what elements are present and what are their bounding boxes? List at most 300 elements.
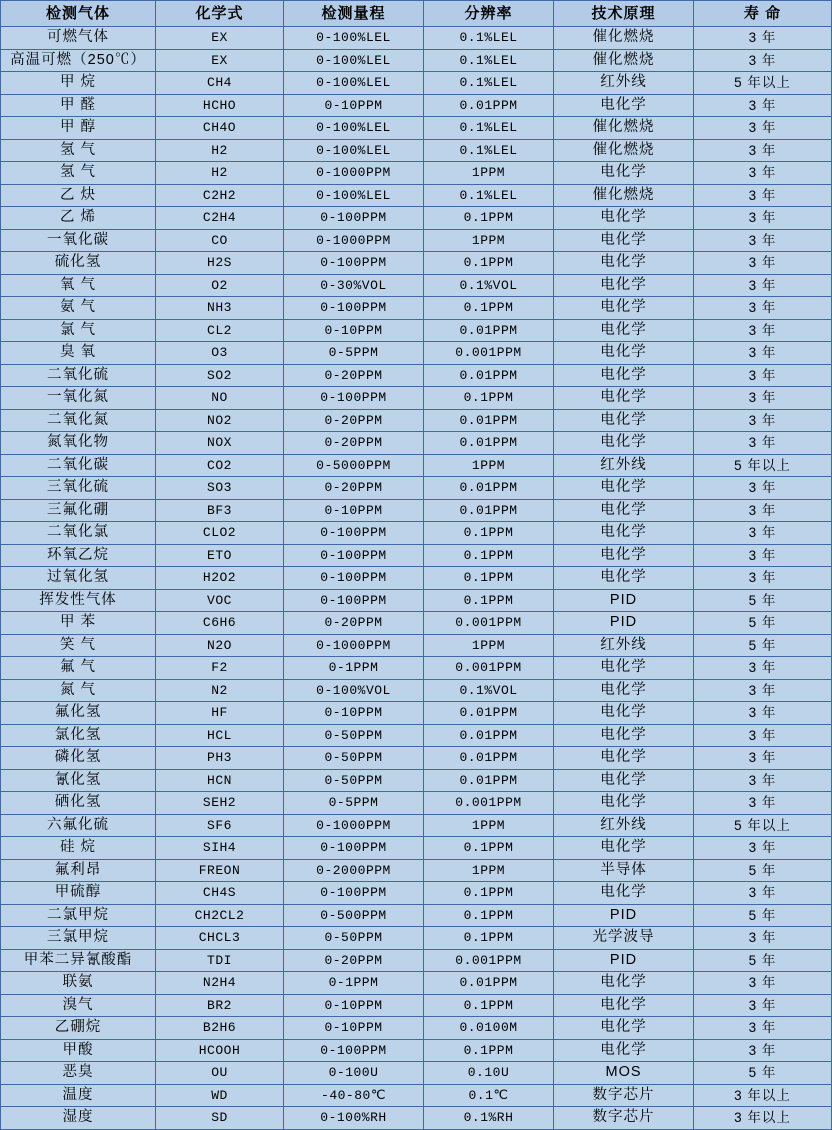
cell-range: 0-100%LEL — [284, 72, 424, 95]
cell-lifetime: 3 年以上 — [694, 1107, 832, 1130]
cell-lifetime: 5 年 — [694, 612, 832, 635]
cell-resolution: 0.001PPM — [424, 657, 554, 680]
cell-gas: 甲 苯 — [1, 612, 156, 635]
cell-gas: 二氧化氮 — [1, 409, 156, 432]
table-row — [1, 72, 832, 95]
cell-range: 0-1PPM — [284, 657, 424, 680]
table-row — [1, 994, 832, 1017]
cell-range: 0-100%LEL — [284, 117, 424, 140]
table-row — [1, 522, 832, 545]
cell-formula: PH3 — [156, 747, 284, 770]
cell-lifetime: 3 年 — [694, 229, 832, 252]
cell-formula: HCOOH — [156, 1039, 284, 1062]
cell-formula: F2 — [156, 657, 284, 680]
cell-principle: 数字芯片 — [554, 1107, 694, 1130]
cell-range: 0-1000PPM — [284, 229, 424, 252]
cell-lifetime: 3 年 — [694, 522, 832, 545]
cell-range: 0-10PPM — [284, 702, 424, 725]
table-row — [1, 769, 832, 792]
cell-principle: 催化燃烧 — [554, 184, 694, 207]
cell-range: 0-100PPM — [284, 522, 424, 545]
cell-principle: 数字芯片 — [554, 1084, 694, 1107]
cell-lifetime: 3 年 — [694, 184, 832, 207]
column-header-formula: 化学式 — [156, 1, 284, 27]
cell-gas: 乙 炔 — [1, 184, 156, 207]
cell-range: 0-10PPM — [284, 994, 424, 1017]
table-row — [1, 567, 832, 590]
cell-range: 0-100PPM — [284, 1039, 424, 1062]
cell-lifetime: 3 年 — [694, 702, 832, 725]
cell-formula: SD — [156, 1107, 284, 1130]
cell-resolution: 0.001PPM — [424, 612, 554, 635]
table-row — [1, 657, 832, 680]
cell-principle: 电化学 — [554, 1039, 694, 1062]
cell-range: 0-100PPM — [284, 837, 424, 860]
cell-range: 0-100U — [284, 1062, 424, 1085]
cell-principle: 电化学 — [554, 297, 694, 320]
cell-formula: CO — [156, 229, 284, 252]
cell-formula: H2 — [156, 139, 284, 162]
cell-resolution: 0.01PPM — [424, 702, 554, 725]
cell-lifetime: 3 年 — [694, 319, 832, 342]
cell-lifetime: 3 年 — [694, 139, 832, 162]
cell-gas: 挥发性气体 — [1, 589, 156, 612]
cell-range: 0-50PPM — [284, 927, 424, 950]
cell-principle: 电化学 — [554, 364, 694, 387]
cell-lifetime: 3 年 — [694, 162, 832, 185]
cell-range: 0-100%RH — [284, 1107, 424, 1130]
cell-formula: ETO — [156, 544, 284, 567]
cell-lifetime: 3 年 — [694, 724, 832, 747]
cell-gas: 氟化氢 — [1, 702, 156, 725]
column-header-lifetime: 寿 命 — [694, 1, 832, 27]
cell-gas: 氢 气 — [1, 139, 156, 162]
cell-formula: N2 — [156, 679, 284, 702]
cell-gas: 甲 醇 — [1, 117, 156, 140]
cell-formula: O2 — [156, 274, 284, 297]
cell-gas: 氮氧化物 — [1, 432, 156, 455]
column-header-resolution: 分辨率 — [424, 1, 554, 27]
table-row — [1, 207, 832, 230]
cell-lifetime: 3 年 — [694, 769, 832, 792]
cell-lifetime: 3 年 — [694, 927, 832, 950]
cell-resolution: 0.01PPM — [424, 364, 554, 387]
table-row — [1, 297, 832, 320]
cell-formula: TDI — [156, 949, 284, 972]
table-row — [1, 634, 832, 657]
cell-principle: 电化学 — [554, 657, 694, 680]
cell-resolution: 0.10U — [424, 1062, 554, 1085]
cell-lifetime: 3 年 — [694, 342, 832, 365]
table-row — [1, 252, 832, 275]
cell-range: 0-100%LEL — [284, 184, 424, 207]
cell-principle: 电化学 — [554, 1017, 694, 1040]
cell-formula: C6H6 — [156, 612, 284, 635]
cell-gas: 三氟化硼 — [1, 499, 156, 522]
cell-principle: 红外线 — [554, 634, 694, 657]
cell-resolution: 0.1℃ — [424, 1084, 554, 1107]
cell-resolution: 0.1PPM — [424, 544, 554, 567]
cell-lifetime: 3 年 — [694, 837, 832, 860]
cell-principle: 电化学 — [554, 522, 694, 545]
cell-range: 0-20PPM — [284, 477, 424, 500]
cell-resolution: 1PPM — [424, 229, 554, 252]
cell-lifetime: 5 年以上 — [694, 454, 832, 477]
table-row — [1, 94, 832, 117]
cell-gas: 氢 气 — [1, 162, 156, 185]
cell-gas: 氟 气 — [1, 657, 156, 680]
cell-resolution: 0.1PPM — [424, 994, 554, 1017]
table-row — [1, 702, 832, 725]
cell-formula: FREON — [156, 859, 284, 882]
cell-gas: 氟利昂 — [1, 859, 156, 882]
cell-range: 0-2000PPM — [284, 859, 424, 882]
cell-range: 0-20PPM — [284, 409, 424, 432]
cell-principle: 电化学 — [554, 994, 694, 1017]
table-row — [1, 1039, 832, 1062]
cell-gas: 笑 气 — [1, 634, 156, 657]
cell-gas: 氰化氢 — [1, 769, 156, 792]
cell-resolution: 1PPM — [424, 859, 554, 882]
cell-formula: BR2 — [156, 994, 284, 1017]
table-row — [1, 499, 832, 522]
cell-resolution: 0.1PPM — [424, 1039, 554, 1062]
cell-lifetime: 3 年 — [694, 94, 832, 117]
table-row — [1, 927, 832, 950]
cell-resolution: 0.1PPM — [424, 904, 554, 927]
table-row — [1, 184, 832, 207]
table-row — [1, 454, 832, 477]
table-row — [1, 612, 832, 635]
cell-formula: B2H6 — [156, 1017, 284, 1040]
cell-resolution: 0.1PPM — [424, 297, 554, 320]
cell-gas: 臭 氧 — [1, 342, 156, 365]
cell-resolution: 0.01PPM — [424, 724, 554, 747]
table-row — [1, 882, 832, 905]
table-row — [1, 972, 832, 995]
cell-principle: 电化学 — [554, 477, 694, 500]
cell-lifetime: 3 年 — [694, 747, 832, 770]
table-row — [1, 342, 832, 365]
cell-gas: 联氨 — [1, 972, 156, 995]
cell-principle: 电化学 — [554, 409, 694, 432]
table-row — [1, 949, 832, 972]
cell-lifetime: 3 年 — [694, 27, 832, 50]
table-row — [1, 1107, 832, 1130]
cell-lifetime: 3 年 — [694, 657, 832, 680]
cell-resolution: 0.01PPM — [424, 477, 554, 500]
cell-range: 0-100PPM — [284, 589, 424, 612]
table-row — [1, 747, 832, 770]
cell-principle: 红外线 — [554, 72, 694, 95]
table-body — [1, 27, 832, 1130]
table-row — [1, 49, 832, 72]
cell-range: 0-100PPM — [284, 567, 424, 590]
cell-lifetime: 3 年 — [694, 207, 832, 230]
cell-formula: SIH4 — [156, 837, 284, 860]
cell-formula: C2H4 — [156, 207, 284, 230]
cell-principle: 红外线 — [554, 454, 694, 477]
cell-principle: 电化学 — [554, 679, 694, 702]
cell-formula: CHCL3 — [156, 927, 284, 950]
cell-lifetime: 5 年 — [694, 589, 832, 612]
table-row — [1, 477, 832, 500]
cell-gas: 二氧化硫 — [1, 364, 156, 387]
table-row — [1, 837, 832, 860]
table-row — [1, 1062, 832, 1085]
cell-principle: 电化学 — [554, 319, 694, 342]
table-row — [1, 544, 832, 567]
cell-lifetime: 5 年以上 — [694, 72, 832, 95]
cell-resolution: 0.1PPM — [424, 252, 554, 275]
table-row — [1, 409, 832, 432]
cell-range: 0-1000PPM — [284, 814, 424, 837]
cell-formula: CL2 — [156, 319, 284, 342]
table-row — [1, 139, 832, 162]
cell-formula: EX — [156, 27, 284, 50]
cell-resolution: 1PPM — [424, 814, 554, 837]
cell-formula: HCN — [156, 769, 284, 792]
table-row — [1, 1017, 832, 1040]
cell-principle: 电化学 — [554, 702, 694, 725]
cell-formula: OU — [156, 1062, 284, 1085]
cell-formula: SO3 — [156, 477, 284, 500]
cell-formula: CH2CL2 — [156, 904, 284, 927]
table-row — [1, 724, 832, 747]
cell-formula: EX — [156, 49, 284, 72]
cell-range: 0-50PPM — [284, 724, 424, 747]
cell-lifetime: 3 年 — [694, 477, 832, 500]
cell-resolution: 0.01PPM — [424, 747, 554, 770]
cell-resolution: 1PPM — [424, 634, 554, 657]
cell-range: 0-500PPM — [284, 904, 424, 927]
cell-range: 0-100%VOL — [284, 679, 424, 702]
cell-range: 0-100PPM — [284, 207, 424, 230]
cell-formula: H2S — [156, 252, 284, 275]
cell-gas: 恶臭 — [1, 1062, 156, 1085]
cell-gas: 甲 烷 — [1, 72, 156, 95]
table-header — [1, 1, 832, 27]
cell-resolution: 0.1%LEL — [424, 117, 554, 140]
cell-principle: 电化学 — [554, 792, 694, 815]
cell-principle: 电化学 — [554, 162, 694, 185]
cell-formula: CH4O — [156, 117, 284, 140]
cell-gas: 甲酸 — [1, 1039, 156, 1062]
cell-resolution: 0.1PPM — [424, 927, 554, 950]
table-row — [1, 387, 832, 410]
cell-range: 0-100%LEL — [284, 49, 424, 72]
cell-formula: O3 — [156, 342, 284, 365]
cell-formula: CH4S — [156, 882, 284, 905]
cell-resolution: 1PPM — [424, 162, 554, 185]
cell-resolution: 0.1%LEL — [424, 184, 554, 207]
cell-range: 0-10PPM — [284, 499, 424, 522]
cell-resolution: 0.1PPM — [424, 837, 554, 860]
cell-range: -40-80℃ — [284, 1084, 424, 1107]
cell-lifetime: 5 年以上 — [694, 814, 832, 837]
cell-formula: SEH2 — [156, 792, 284, 815]
cell-formula: NO2 — [156, 409, 284, 432]
cell-range: 0-20PPM — [284, 364, 424, 387]
cell-lifetime: 3 年 — [694, 274, 832, 297]
cell-resolution: 0.1%LEL — [424, 27, 554, 50]
cell-formula: SO2 — [156, 364, 284, 387]
cell-gas: 磷化氢 — [1, 747, 156, 770]
cell-gas: 硫化氢 — [1, 252, 156, 275]
table-row — [1, 589, 832, 612]
cell-range: 0-100PPM — [284, 252, 424, 275]
cell-range: 0-1000PPM — [284, 162, 424, 185]
column-header-gas: 检测气体 — [1, 1, 156, 27]
cell-formula: CO2 — [156, 454, 284, 477]
cell-range: 0-100PPM — [284, 387, 424, 410]
cell-gas: 高温可燃（250℃） — [1, 49, 156, 72]
cell-lifetime: 3 年 — [694, 297, 832, 320]
cell-principle: PID — [554, 904, 694, 927]
cell-gas: 甲苯二异氰酸酯 — [1, 949, 156, 972]
cell-lifetime: 3 年 — [694, 1017, 832, 1040]
cell-gas: 溴气 — [1, 994, 156, 1017]
cell-principle: 光学波导 — [554, 927, 694, 950]
column-header-principle: 技术原理 — [554, 1, 694, 27]
cell-lifetime: 5 年 — [694, 904, 832, 927]
cell-formula: NH3 — [156, 297, 284, 320]
cell-resolution: 0.1PPM — [424, 387, 554, 410]
cell-range: 0-1000PPM — [284, 634, 424, 657]
cell-principle: PID — [554, 612, 694, 635]
cell-range: 0-20PPM — [284, 949, 424, 972]
cell-range: 0-30%VOL — [284, 274, 424, 297]
cell-gas: 三氧化硫 — [1, 477, 156, 500]
cell-principle: 电化学 — [554, 747, 694, 770]
cell-formula: C2H2 — [156, 184, 284, 207]
cell-resolution: 0.01PPM — [424, 319, 554, 342]
cell-resolution: 0.001PPM — [424, 949, 554, 972]
cell-range: 0-5000PPM — [284, 454, 424, 477]
cell-lifetime: 5 年 — [694, 859, 832, 882]
cell-gas: 可燃气体 — [1, 27, 156, 50]
table-row — [1, 27, 832, 50]
table-row — [1, 814, 832, 837]
cell-lifetime: 3 年 — [694, 994, 832, 1017]
cell-resolution: 0.1PPM — [424, 882, 554, 905]
table-row — [1, 364, 832, 387]
cell-formula: HCHO — [156, 94, 284, 117]
table-row — [1, 229, 832, 252]
cell-lifetime: 3 年 — [694, 432, 832, 455]
cell-range: 0-5PPM — [284, 792, 424, 815]
cell-lifetime: 5 年 — [694, 949, 832, 972]
cell-principle: 电化学 — [554, 252, 694, 275]
table-row — [1, 117, 832, 140]
cell-gas: 温度 — [1, 1084, 156, 1107]
cell-resolution: 0.1PPM — [424, 522, 554, 545]
cell-lifetime: 3 年 — [694, 792, 832, 815]
table-row — [1, 792, 832, 815]
cell-principle: 电化学 — [554, 432, 694, 455]
cell-lifetime: 3 年 — [694, 364, 832, 387]
cell-formula: VOC — [156, 589, 284, 612]
cell-lifetime: 3 年 — [694, 252, 832, 275]
cell-principle: 电化学 — [554, 229, 694, 252]
cell-resolution: 0.1PPM — [424, 567, 554, 590]
cell-range: 0-100%LEL — [284, 27, 424, 50]
table-row — [1, 319, 832, 342]
column-header-range: 检测量程 — [284, 1, 424, 27]
cell-gas: 六氟化硫 — [1, 814, 156, 837]
cell-principle: 电化学 — [554, 972, 694, 995]
cell-principle: 催化燃烧 — [554, 27, 694, 50]
cell-gas: 湿度 — [1, 1107, 156, 1130]
cell-principle: 电化学 — [554, 544, 694, 567]
cell-resolution: 0.001PPM — [424, 342, 554, 365]
cell-formula: H2O2 — [156, 567, 284, 590]
cell-principle: 催化燃烧 — [554, 139, 694, 162]
cell-range: 0-10PPM — [284, 1017, 424, 1040]
cell-range: 0-100PPM — [284, 544, 424, 567]
cell-lifetime: 3 年 — [694, 49, 832, 72]
cell-gas: 二氧化碳 — [1, 454, 156, 477]
cell-lifetime: 3 年以上 — [694, 1084, 832, 1107]
cell-range: 0-50PPM — [284, 769, 424, 792]
cell-range: 0-20PPM — [284, 432, 424, 455]
cell-gas: 氯化氢 — [1, 724, 156, 747]
cell-principle: 电化学 — [554, 724, 694, 747]
table-header-row — [1, 1, 832, 27]
cell-resolution: 0.0100M — [424, 1017, 554, 1040]
cell-range: 0-10PPM — [284, 94, 424, 117]
cell-gas: 三氯甲烷 — [1, 927, 156, 950]
cell-resolution: 0.01PPM — [424, 499, 554, 522]
cell-principle: 催化燃烧 — [554, 49, 694, 72]
cell-resolution: 0.01PPM — [424, 432, 554, 455]
cell-lifetime: 3 年 — [694, 972, 832, 995]
cell-range: 0-100%LEL — [284, 139, 424, 162]
cell-lifetime: 3 年 — [694, 544, 832, 567]
cell-resolution: 0.01PPM — [424, 972, 554, 995]
cell-resolution: 0.1%LEL — [424, 139, 554, 162]
cell-range: 0-20PPM — [284, 612, 424, 635]
cell-resolution: 0.1%RH — [424, 1107, 554, 1130]
cell-resolution: 0.01PPM — [424, 94, 554, 117]
cell-lifetime: 3 年 — [694, 117, 832, 140]
cell-principle: 电化学 — [554, 342, 694, 365]
cell-lifetime: 3 年 — [694, 1039, 832, 1062]
cell-principle: 半导体 — [554, 859, 694, 882]
cell-principle: PID — [554, 589, 694, 612]
cell-formula: NO — [156, 387, 284, 410]
cell-principle: 电化学 — [554, 94, 694, 117]
cell-resolution: 0.1%VOL — [424, 274, 554, 297]
cell-formula: HF — [156, 702, 284, 725]
cell-principle: 电化学 — [554, 207, 694, 230]
cell-principle: 催化燃烧 — [554, 117, 694, 140]
cell-principle: 电化学 — [554, 387, 694, 410]
cell-principle: 电化学 — [554, 769, 694, 792]
cell-gas: 氨 气 — [1, 297, 156, 320]
cell-gas: 甲硫醇 — [1, 882, 156, 905]
cell-formula: H2 — [156, 162, 284, 185]
table-row — [1, 1084, 832, 1107]
cell-principle: MOS — [554, 1062, 694, 1085]
table-row — [1, 679, 832, 702]
cell-gas: 氮 气 — [1, 679, 156, 702]
cell-lifetime: 3 年 — [694, 409, 832, 432]
cell-gas: 硒化氢 — [1, 792, 156, 815]
cell-principle: 电化学 — [554, 274, 694, 297]
cell-gas: 二氯甲烷 — [1, 904, 156, 927]
cell-formula: HCL — [156, 724, 284, 747]
